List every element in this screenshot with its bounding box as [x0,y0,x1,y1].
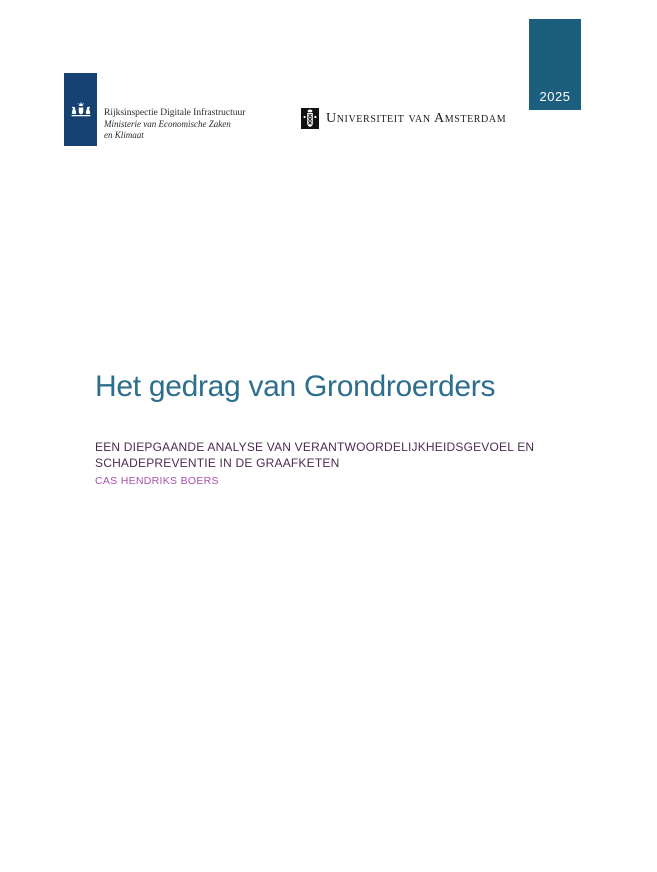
author-name: CAS HENDRIKS BOERS [95,475,219,487]
year-label: 2025 [539,89,571,104]
page-title: Het gedrag van Grondroerders [95,370,496,403]
gov-ministry-line1: Ministerie van Economische Zaken [104,119,231,129]
rijksoverheid-logo-text [104,73,245,141]
dutch-coat-of-arms-icon [69,102,93,124]
gov-ministry-line2: en Klimaat [104,130,144,140]
gov-org-name: Rijksinspectie Digitale Infrastructuur [104,108,246,118]
uva-logo [301,108,506,129]
rijksoverheid-logo-bar [64,73,97,146]
subtitle-line-2: SCHADEPREVENTIE IN DE GRAAFKETEN [95,456,340,470]
page-subtitle [95,439,555,471]
uva-crest-icon [301,108,319,129]
year-badge [529,19,581,110]
subtitle-line-1: EEN DIEPGAANDE ANALYSE VAN VERANTWOORDELIJKHEIDSGEVOEL EN [95,440,535,454]
uva-wordmark: Universiteit van Amsterdam [326,110,507,126]
rijksoverheid-logo [64,73,245,146]
